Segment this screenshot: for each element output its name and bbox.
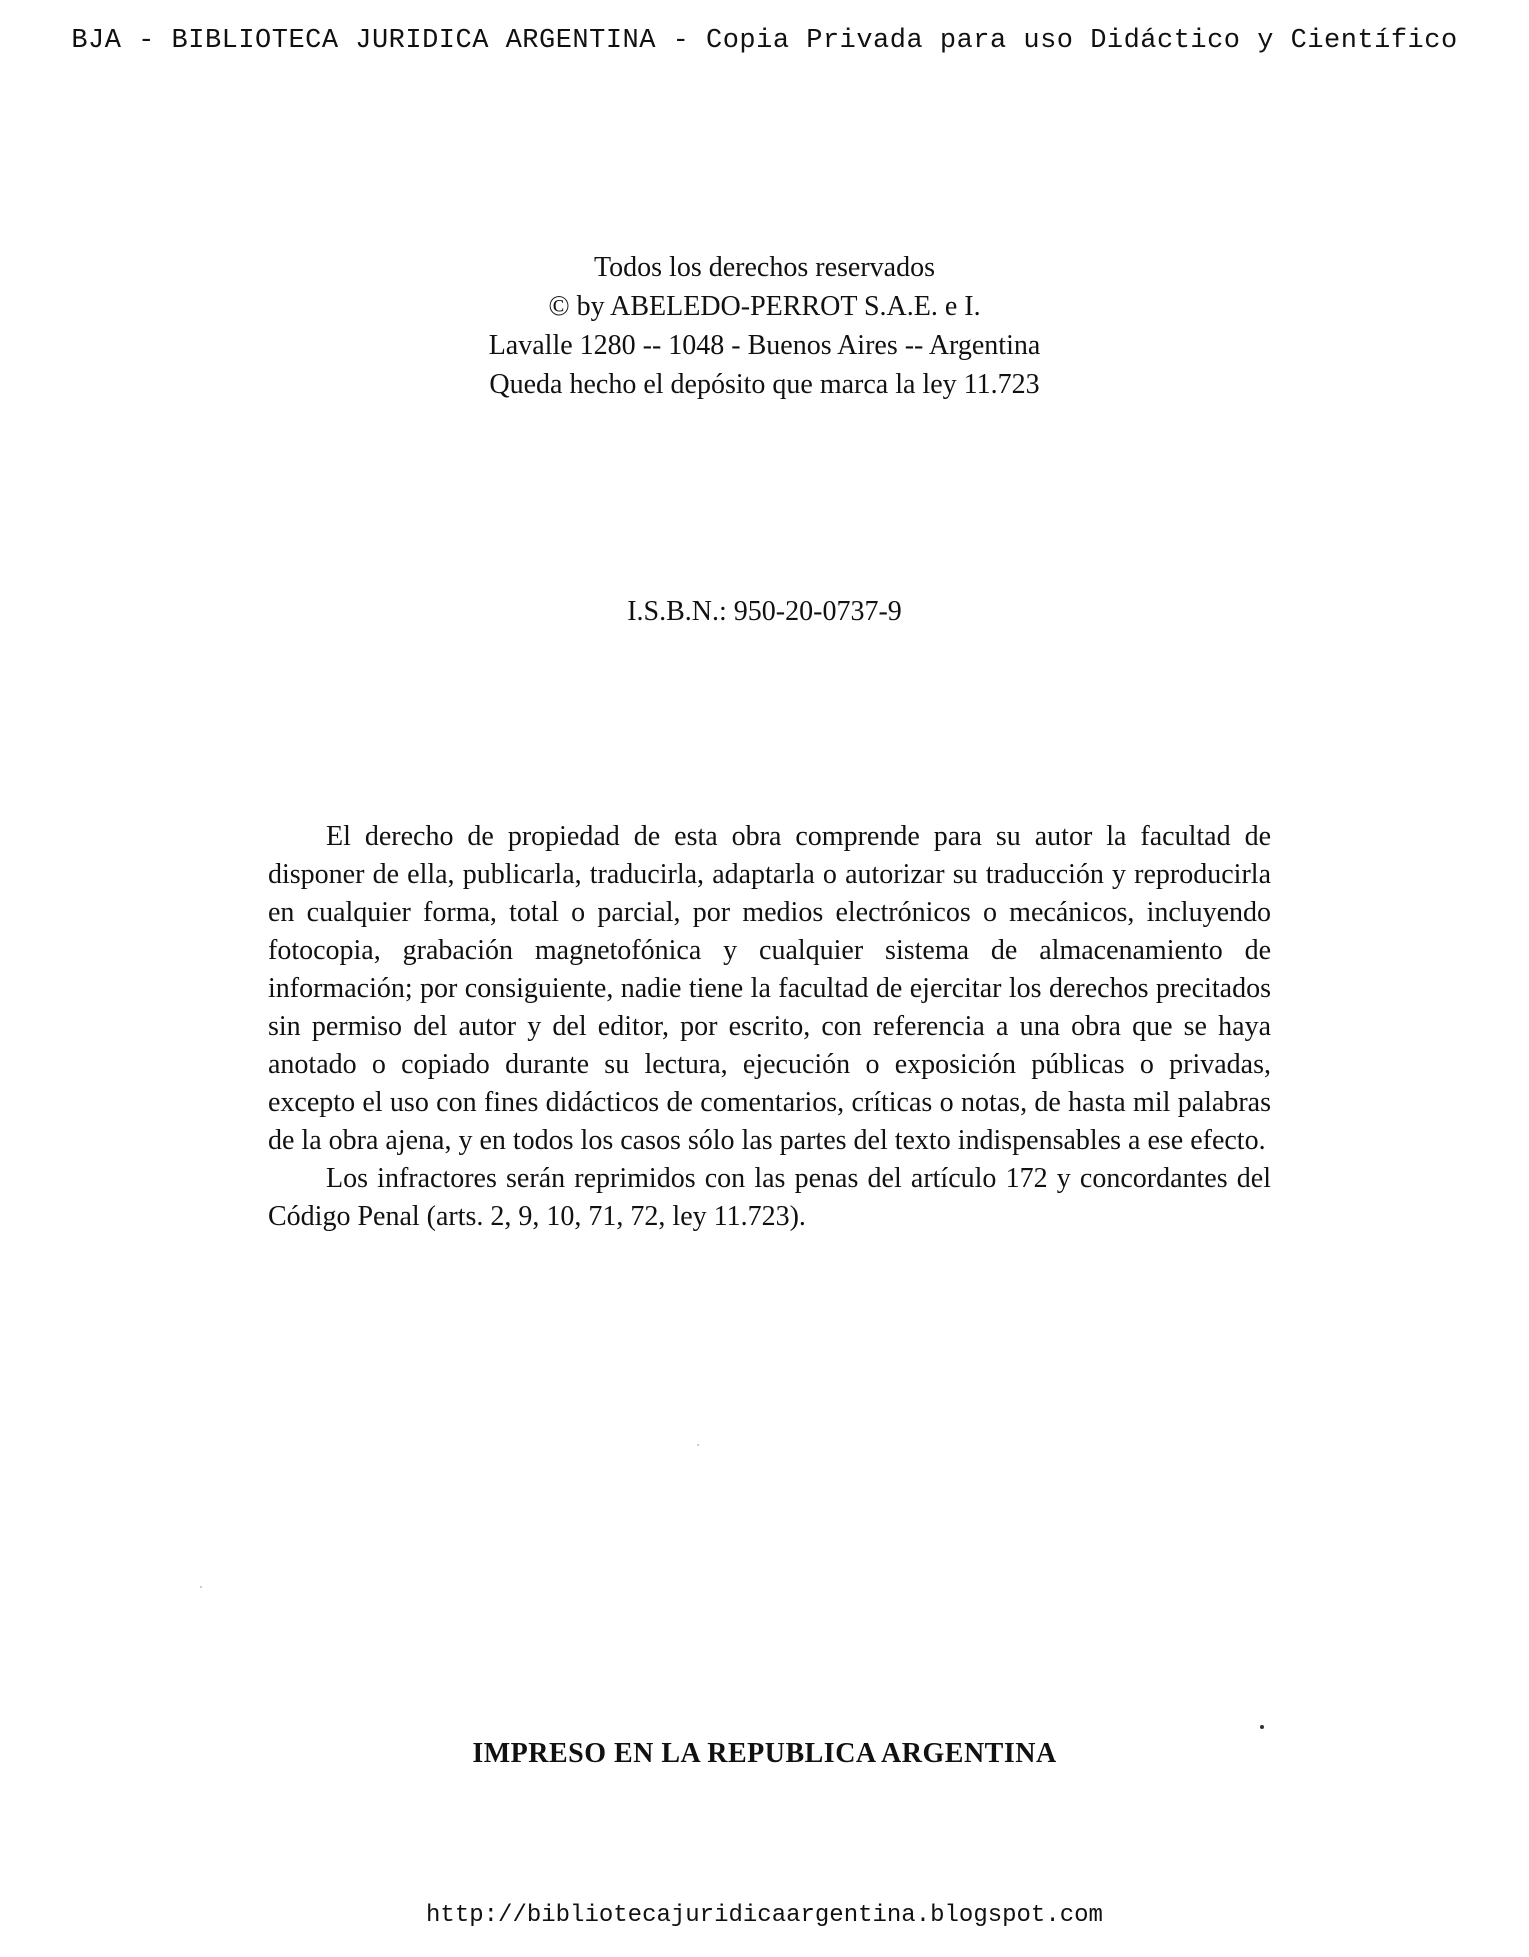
footer-url: http://bibliotecajuridicaargentina.blogspot.com xyxy=(426,1902,1103,1929)
infractions-paragraph: Los infractores serán reprimidos con las penas del artículo 172 y concordantes del Código Penal (arts. 2, 9, 10, 71, 72, ley 11.723). xyxy=(268,1163,1271,1232)
copyright-line-publisher: © by ABELEDO-PERROT S.A.E. e I. xyxy=(548,291,981,322)
isbn-number: I.S.B.N.: 950-20-0737-9 xyxy=(627,596,902,627)
copyright-block xyxy=(0,248,1529,404)
scan-speck xyxy=(200,1586,202,1588)
printed-in-notice: IMPRESO EN LA REPUBLICA ARGENTINA xyxy=(472,1738,1057,1769)
page-header-banner: BJA - BIBLIOTECA JURIDICA ARGENTINA - Copia Privada para uso Didáctico y Científico xyxy=(71,26,1458,56)
scan-speck xyxy=(697,1444,699,1446)
copyright-line-legal-deposit: Queda hecho el depósito que marca la ley 11.723 xyxy=(489,369,1040,400)
scan-speck xyxy=(1260,1725,1264,1729)
rights-notice-paragraph: El derecho de propiedad de esta obra comprende para su autor la facultad de disponer de ella, publicarla, traducirla, adaptarla o autorizar su traducción y reproducirla en cualquier forma, total o parcial, por medios electrónicos o mecánicos, incluyendo fotocopia, grabación magnetofónica y cualquier sistema de almacenamiento de información; por consiguiente, nadie tiene la facultad de ejercitar los derechos precitados sin permiso del autor y del editor, por escrito, con referencia a una obra que se haya anotado o copiado durante su lectura, ejecución o exposición públicas o privadas, excepto el uso con fines didácticos de comentarios, críticas o notas, de hasta mil palabras de la obra ajena, y en todos los casos sólo las partes del texto indispensables a ese efecto. xyxy=(268,821,1271,1156)
copyright-line-rights-reserved: Todos los derechos reservados xyxy=(594,252,935,283)
copyright-line-address: Lavalle 1280 -- 1048 - Buenos Aires -- Argentina xyxy=(488,330,1041,361)
rights-notice xyxy=(268,818,1271,1236)
